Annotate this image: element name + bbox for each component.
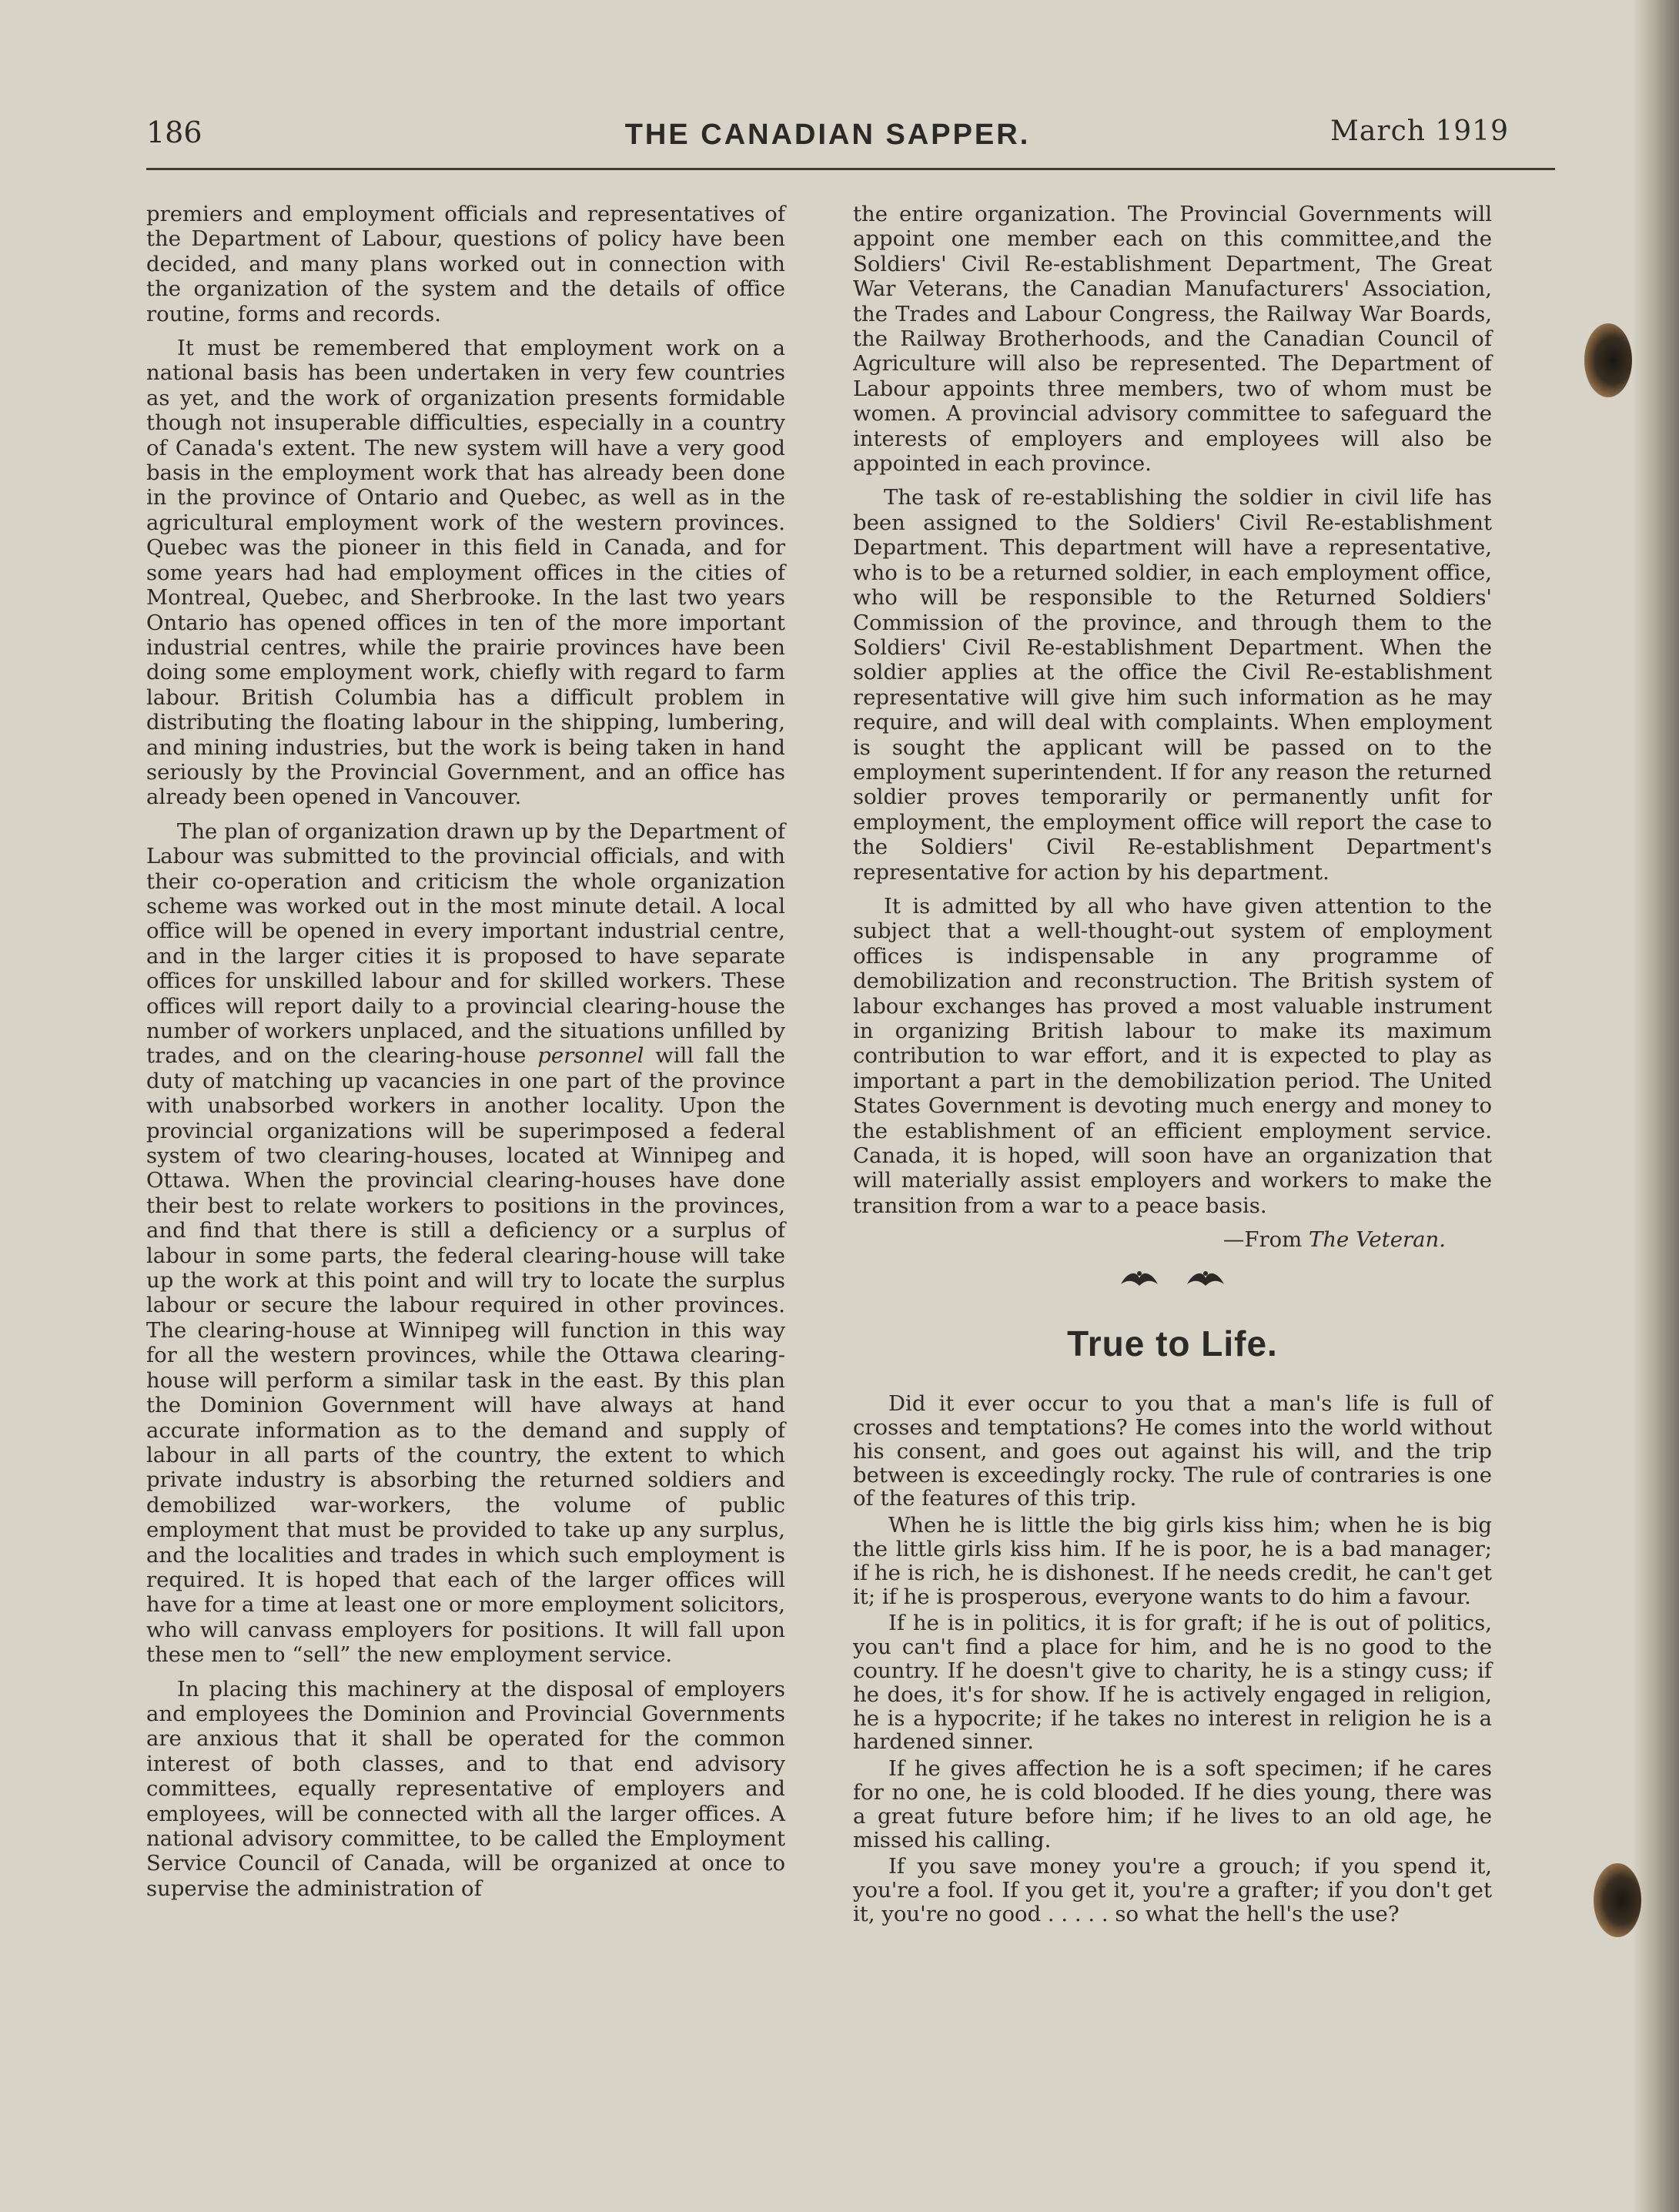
- article-title: True to Life.: [1067, 1324, 1278, 1364]
- paragraph: In placing this machinery at the disposal of employers and employees the Dominion and Provincial Governments are anxious that it shall be operated for the common interest of both classes, and to that end advisory committees, equally representative of employers and employees, will be connected with all the larger offices. A national advisory committee, to be called the Employment Service Council of Canada, will be organized at once to supervise the administration of: [146, 1676, 785, 1901]
- story-paragraph: When he is little the big girls kiss him; when he is big the little girls kiss him. If he is poor, he is a bad manager; if he is rich, he is dishonest. If he needs credit, he can't get it; if he is prosperous, everyone wants to do him a favour.: [853, 1513, 1492, 1609]
- paragraph: It is admitted by all who have given attention to the subject that a well-thought-out system of employment offices is indispensable in any programme of demobilization and reconstruction. The British system of labour exchanges has proved a most valuable instrument in organizing British labour to make its maximum contribution to war effort, and it is expected to play as important a part in the demobilization period. The United States Government is devoting much energy and money to the establishment of an efficient employment service. Canada, it is hoped, will soon have an organization that will materially assist employers and workers to make the transition from a war to a peace basis.: [853, 893, 1492, 1218]
- paragraph: [146, 819, 785, 1668]
- section-ornament: [853, 1267, 1492, 1306]
- paragraph-text: will fall the duty of matching up vacancies in one part of the province with unabsorbed workers in another locality. Upon the provincial organizations will be superimposed a federal system of two clearing-houses, located at Winnipeg and Ottawa. When the provincial clearing-houses have done their best to relate workers to positions in the provinces, and find that there is still a deficiency or a surplus of labour in some parts, the federal clearing-house will take up the work at this point and will try to locate the surplus labour or secure the labour required in other provinces. The clearing-house at Winnipeg will function in this way for all the western provinces, while the Ottawa clearing-house will perform a similar task in the east. By this plan the Dominion Government will have always at hand accurate information as to the demand and supply of labour in all parts of the country, the extent to which private industry is absorbing the returned soldiers and demobilized war-workers, the volume of public employment that must be provided to take up any surplus, and the localities and trades in which such employment is required. It is hoped that each of the larger offices will have for a time at least one or more employment solicitors, who will canvass employers for positions. It will fall upon these men to “sell” the new employment service.: [146, 1043, 785, 1668]
- binding-hole: [1594, 1863, 1641, 1937]
- leaf-ornament-icon: [1119, 1267, 1159, 1290]
- page-binding-shadow: [1633, 0, 1679, 2212]
- paragraph-text: The plan of organization drawn up by the Department of Labour was submitted to the provincial officials, and with their co-operation and criticism the whole organization scheme was worked out in the most minute detail. A local office will be opened in every important industrial centre, and in the larger cities it is proposed to have separate offices for unskilled labour and for skilled workers. These offices will report daily to a provincial clearing-house the number of workers unplaced, and the situations unfilled by trades, and on the clearing-house: [146, 818, 785, 1069]
- publication-title: THE CANADIAN SAPPER.: [624, 119, 1031, 151]
- paragraph: It must be remembered that employment work on a national basis has been undertaken in very few countries as yet, and the work of organization presents formidable though not insuperable difficulties, especially in a country of Canada's extent. The new system will have a very good basis in the employment work that has already been done in the province of Ontario and Quebec, as well as in the agricultural employment work of the western provinces. Quebec was the pioneer in this field in Canada, and for some years had had employment offices in the cities of Montreal, Quebec, and Sherbrooke. In the last two years Ontario has opened offices in ten of the more important industrial centres, while the prairie provinces have been doing some employment work, chiefly with regard to farm labour. British Columbia has a difficult problem in distributing the floating labour in the shipping, lumbering, and mining industries, but the work is being taken in hand seriously by the Provincial Government, and an office has already been opened in Vancouver.: [146, 336, 785, 810]
- paragraph: The task of re-establishing the soldier in civil life has been assigned to the Soldiers' Civil Re-establishment Department. This department will have a representative, who is to be a returned soldier, in each employment office, who will be responsible to the Returned Soldiers' Commission of the province, and through them to the Soldiers' Civil Re-establishment Department. When the soldier applies at the office the Civil Re-establishment representative will give him such information as he may require, and will deal with complaints. When employment is sought the applicant will be passed on to the employment superintendent. If for any reason the returned soldier proves temporarily or permanently unfit for employment, the employment office will report the case to the Soldiers' Civil Re-establishment Department's representative for action by his department.: [853, 485, 1492, 885]
- header-rule: [146, 168, 1555, 170]
- page-number: 186: [146, 115, 202, 149]
- paragraph: the entire organization. The Provincial Governments will appoint one member each on this committee,and the Soldiers' Civil Re-establishment Department, The Great War Veterans, the Canadian Manufacturers' Association, the Trades and Labour Congress, the Railway War Boards, the Railway Brotherhoods, and the Canadian Council of Agriculture will also be represented. The Department of Labour appoints three members, two of whom must be women. A provincial advisory committee to safeguard the interests of employers and employees will also be appointed in each province.: [853, 202, 1492, 477]
- source-title: The Veteran.: [1309, 1227, 1446, 1253]
- story-paragraph: If he gives affection he is a soft specimen; if he cares for no one, he is cold blooded. If he dies young, there was a great future before him; if he lives to an old age, he missed his calling.: [853, 1756, 1492, 1852]
- page-header: [146, 115, 1509, 163]
- italic-term: personnel: [537, 1043, 644, 1069]
- issue-date: March 1919: [1330, 115, 1509, 147]
- source-prefix: —From: [1222, 1227, 1303, 1253]
- left-column: [146, 202, 785, 1910]
- right-column: [853, 202, 1492, 1929]
- story-paragraph: If you save money you're a grouch; if you spend it, you're a fool. If you get it, you're a grafter; if you don't get it, you're no good . . . . . so what the hell's the use?: [853, 1854, 1492, 1926]
- leaf-ornament-icon: [1186, 1267, 1226, 1290]
- story-paragraph: If he is in politics, it is for graft; if he is out of politics, you can't find a place for him, and he is no good to the country. If he doesn't give to charity, he is a stingy cuss; if he does, it's for show. If he is actively engaged in religion, he is a hypocrite; if he takes no interest in religion he is a hardened sinner.: [853, 1611, 1492, 1755]
- paragraph: premiers and employment officials and representatives of the Department of Labour, questions of policy have been decided, and many plans worked out in connection with the organization of the system and the details of office routine, forms and records.: [146, 202, 785, 326]
- story-paragraph: Did it ever occur to you that a man's life is full of crosses and temptations? He comes into the world without his consent, and goes out against his will, and the trip between is exceedingly rocky. The rule of contraries is one of the features of this trip.: [853, 1391, 1492, 1511]
- article-source: [853, 1227, 1492, 1252]
- binding-hole: [1584, 323, 1632, 397]
